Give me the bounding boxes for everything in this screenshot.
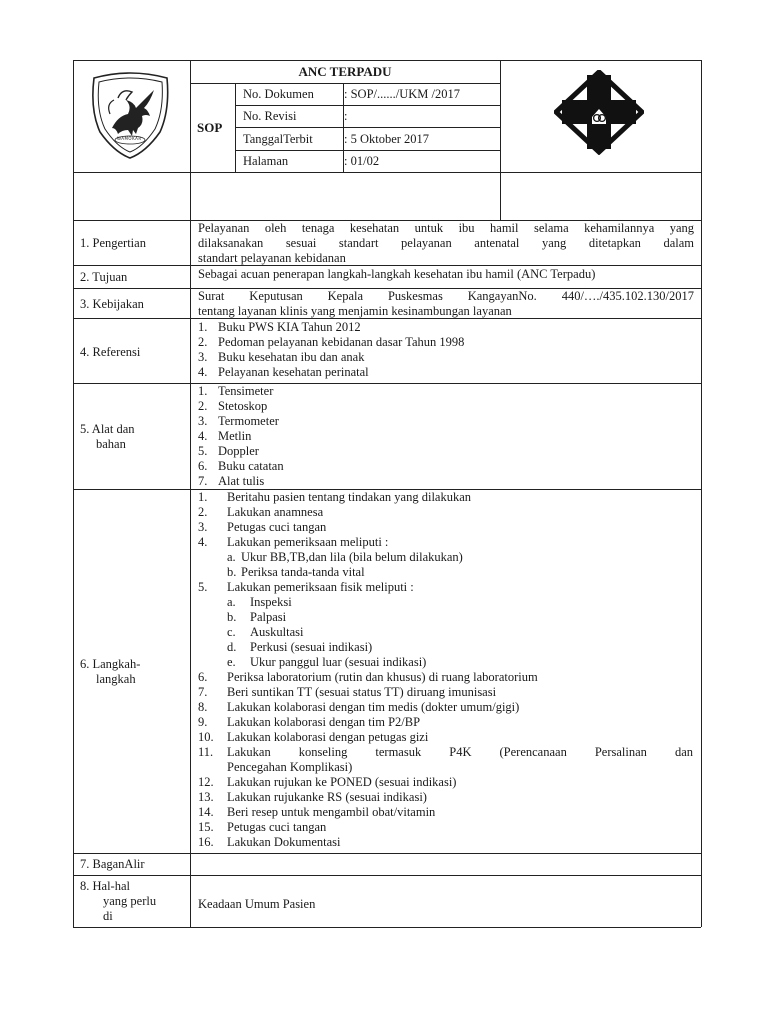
label-langkah: 6. Langkah-	[80, 657, 141, 671]
list-item: 5. Lakukan pemeriksaan fisik meliputi :	[198, 580, 414, 594]
list-item: 7. Beri suntikan TT (sesuai status TT) diruang imunisasi	[198, 685, 497, 699]
meta-value-revisi: :	[344, 109, 348, 123]
puskesmas-logo	[554, 70, 644, 155]
crest-motto-text: WAMOKAR	[117, 136, 142, 141]
label-hal-2: yang perlu	[103, 894, 157, 908]
list-item: 2. Lakukan anamnesa	[198, 505, 324, 519]
langkah-list	[198, 490, 693, 850]
list-item: a. Inspeksi	[227, 595, 292, 609]
hal-text: Keadaan Umum Pasien	[198, 897, 316, 911]
list-item: 12. Lakukan rujukan ke PONED (sesuai indikasi)	[198, 775, 457, 789]
list-item: b. Palpasi	[227, 610, 287, 624]
list-item: 6. Periksa laboratorium (rutin dan khusus) di ruang laboratorium	[198, 670, 538, 684]
meta-label-revisi: No. Revisi	[243, 109, 297, 123]
pengertian-line: dilaksanakan sesuai standart pelayanan antenatal yang ditetapkan dalam	[198, 236, 694, 250]
kebijakan-line: tentang layanan klinis yang menjamin kesinambungan layanan	[198, 304, 512, 318]
label-pengertian: 1. Pengertian	[80, 236, 146, 250]
list-item: c. Auskultasi	[227, 625, 304, 639]
tujuan-text: Sebagai acuan penerapan langkah-langkah kesehatan ibu hamil (ANC Terpadu)	[198, 267, 596, 281]
grid-line	[235, 127, 500, 128]
list-item: e. Ukur panggul luar (sesuai indikasi)	[227, 655, 427, 669]
table-border-top	[73, 60, 701, 61]
label-alat: 5. Alat dan	[80, 422, 135, 436]
list-item: 16. Lakukan Dokumentasi	[198, 835, 341, 849]
list-item: 15. Petugas cuci tangan	[198, 820, 327, 834]
document-title: ANC TERPADU	[298, 64, 392, 79]
list-item: 10. Lakukan kolaborasi dengan petugas gizi	[198, 730, 429, 744]
grid-line	[235, 150, 500, 151]
label-hal: 8. Hal-hal	[80, 879, 130, 893]
list-item: 9. Lakukan kolaborasi dengan tim P2/BP	[198, 715, 421, 729]
grid-line	[500, 60, 501, 220]
label-kebijakan: 3. Kebijakan	[80, 297, 144, 311]
meta-value-tanggal: : 5 Oktober 2017	[344, 132, 430, 146]
table-border-right	[701, 60, 702, 927]
list-item: a. Ukur BB,TB,dan lila (bila belum dilakukan)	[227, 550, 463, 564]
pengertian-line: Pelayanan oleh tenaga kesehatan untuk ibu hamil selama kehamilannya yang	[198, 221, 694, 235]
pengertian-line: standart pelayanan kebidanan	[198, 251, 346, 265]
meta-value-dokumen: : SOP/....../UKM /2017	[344, 87, 460, 101]
grid-line	[73, 875, 701, 876]
list-item: 14. Beri resep untuk mengambil obat/vitamin	[198, 805, 436, 819]
meta-label-tanggal: TanggalTerbit	[243, 132, 313, 146]
meta-value-halaman: : 01/02	[344, 154, 380, 168]
grid-line	[235, 105, 500, 106]
regency-crest-logo	[88, 70, 173, 160]
kebijakan-text	[198, 289, 694, 319]
meta-label-halaman: Halaman	[243, 154, 289, 168]
list-item: 8. Lakukan kolaborasi dengan tim medis (dokter umum/gigi)	[198, 700, 520, 714]
label-bagan-alir: 7. BaganAlir	[80, 857, 145, 871]
sop-label: SOP	[197, 120, 223, 135]
pengertian-text	[198, 221, 694, 266]
grid-line	[190, 83, 500, 84]
table-border-left	[73, 60, 74, 927]
list-item: Pencegahan Komplikasi)	[227, 760, 353, 774]
grid-line	[73, 383, 701, 384]
label-alat-2: bahan	[96, 437, 126, 451]
label-referensi: 4. Referensi	[80, 345, 141, 359]
grid-line	[73, 172, 701, 173]
grid-line	[73, 853, 701, 854]
kebijakan-line: Surat Keputusan Kepala Puskesmas KangayanNo. 440/…./435.102.130/2017	[198, 289, 694, 303]
grid-line	[190, 60, 191, 927]
list-item: b. Periksa tanda-tanda vital	[227, 565, 365, 579]
list-item: 3. Petugas cuci tangan	[198, 520, 327, 534]
meta-label-dokumen: No. Dokumen	[243, 87, 314, 101]
list-item: 1. Beritahu pasien tentang tindakan yang dilakukan	[198, 490, 472, 504]
list-item: d. Perkusi (sesuai indikasi)	[227, 640, 373, 654]
list-item: 13. Lakukan rujukanke RS (sesuai indikasi)	[198, 790, 427, 804]
table-border-bottom	[73, 927, 701, 928]
label-hal-3: di	[103, 909, 113, 923]
label-tujuan: 2. Tujuan	[80, 270, 128, 284]
label-langkah-2: langkah	[96, 672, 136, 686]
list-item: 11. Lakukan konseling termasuk P4K (Perencanaan Persalinan dan	[198, 745, 693, 759]
list-item: 4. Lakukan pemeriksaan meliputi :	[198, 535, 389, 549]
